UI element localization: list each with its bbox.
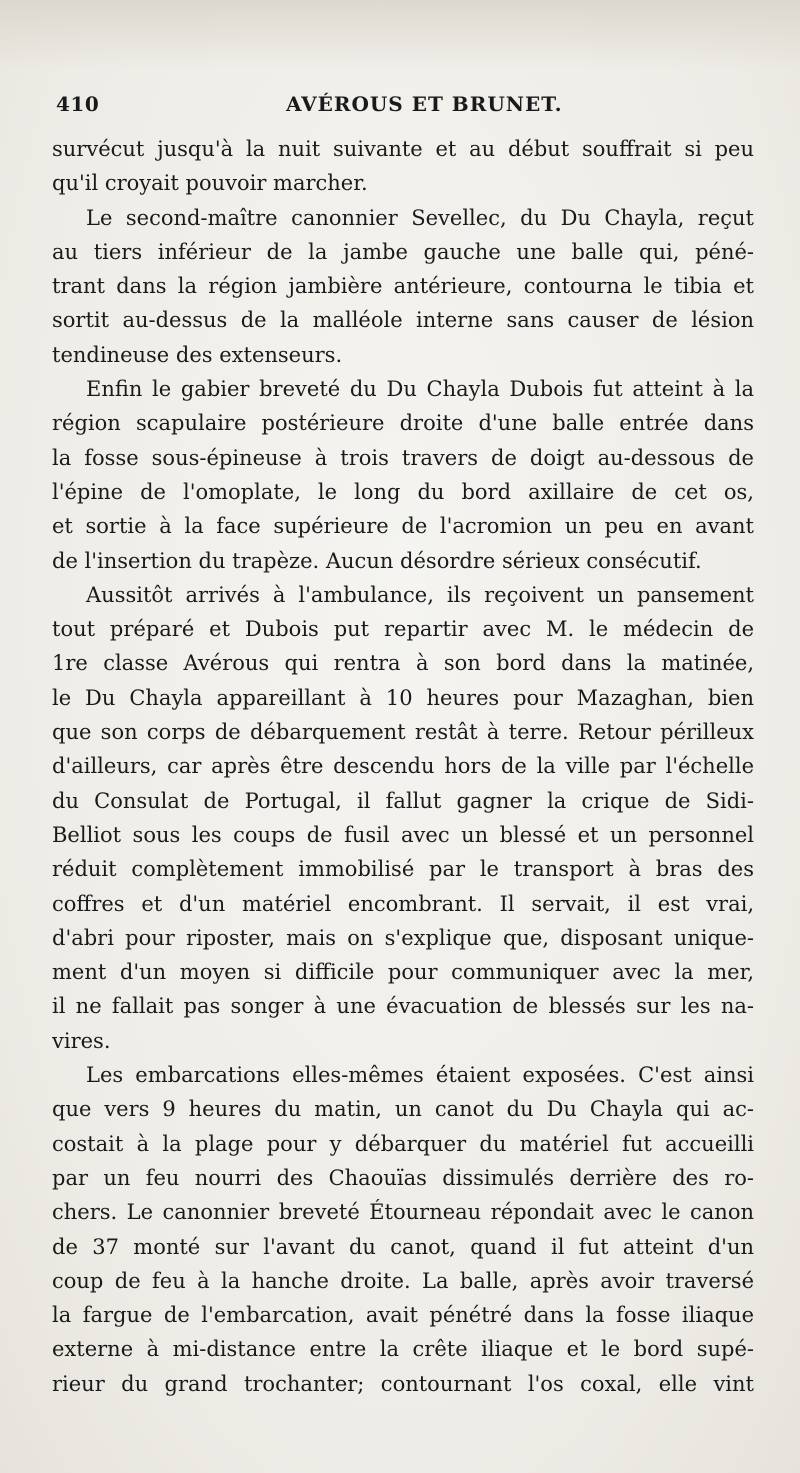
text-line: tendineuse des extenseurs. [52, 342, 343, 367]
text-line: que vers 9 heures du matin, un canot du Du Chayla qui ac- [52, 1097, 754, 1122]
text-line: de l'insertion du trapèze. Aucun désordre sérieux consécutif. [52, 548, 702, 573]
text-line: région scapulaire postérieure droite d'une balle entrée dans [52, 411, 754, 436]
page-top-shadow [0, 0, 800, 70]
page-header [56, 88, 746, 128]
text-line: la fosse sous-épineuse à trois travers de doigt au-dessous de [52, 445, 754, 470]
text-line: Aussitôt arrivés à l'ambulance, ils reçoivent un pansement [86, 582, 754, 607]
text-line: chers. Le canonnier breveté Étourneau répondait avec le canon [52, 1200, 754, 1225]
text-line: il ne fallait pas songer à une évacuation de blessés sur les na- [52, 994, 754, 1019]
text-line: qu'il croyait pouvoir marcher. [52, 171, 368, 196]
text-line: que son corps de débarquement restât à terre. Retour périlleux [52, 720, 754, 745]
text-line: réduit complètement immobilisé par le transport à bras des [52, 857, 754, 882]
text-line: de 37 monté sur l'avant du canot, quand il fut atteint d'un [52, 1234, 754, 1259]
text-line: 1re classe Avérous qui rentra à son bord dans la matinée, [52, 651, 754, 676]
text-line: vires. [52, 1028, 111, 1053]
text-line: rieur du grand trochanter; contournant l'os coxal, elle vint [52, 1371, 754, 1396]
text-line: et sortie à la face supérieure de l'acromion un peu en avant [52, 514, 754, 539]
text-line: Le second-maître canonnier Sevellec, du Du Chayla, reçut [86, 205, 754, 230]
text-line: au tiers inférieur de la jambe gauche une balle qui, péné- [52, 239, 754, 264]
text-line: externe à mi-distance entre la crête iliaque et le bord supé- [52, 1337, 754, 1362]
text-line: costait à la plage pour y débarquer du matériel fut accueilli [52, 1131, 754, 1156]
text-line: la fargue de l'embarcation, avait pénétré dans la fosse iliaque [52, 1303, 754, 1328]
text-line: Enfin le gabier breveté du Du Chayla Dubois fut atteint à la [86, 377, 754, 402]
text-line: l'épine de l'omoplate, le long du bord axillaire de cet os, [52, 479, 754, 504]
text-line: tout préparé et Dubois put repartir avec M. le médecin de [52, 617, 754, 642]
running-head: AVÉROUS ET BRUNET. [286, 92, 563, 116]
body-text [52, 132, 754, 1401]
text-line: Les embarcations elles-mêmes étaient exposées. C'est ainsi [86, 1063, 754, 1088]
text-line: ment d'un moyen si difficile pour communiquer avec la mer, [52, 960, 754, 985]
text-line: par un feu nourri des Chaouïas dissimulés derrière des ro- [52, 1165, 754, 1190]
text-line: coffres et d'un matériel encombrant. Il servait, il est vrai, [52, 891, 754, 916]
text-line: du Consulat de Portugal, il fallut gagner la crique de Sidi- [52, 788, 754, 813]
text-line: survécut jusqu'à la nuit suivante et au début souffrait si peu [52, 137, 754, 161]
page-number: 410 [56, 92, 100, 116]
text-line: sortit au-dessus de la malléole interne sans causer de lésion [52, 308, 754, 333]
text-line: d'abri pour riposter, mais on s'explique que, disposant unique- [52, 925, 754, 950]
text-line: le Du Chayla appareillant à 10 heures pour Mazaghan, bien [52, 685, 754, 710]
text-line: trant dans la région jambière antérieure, contourna le tibia et [52, 274, 754, 299]
text-line: Belliot sous les coups de fusil avec un blessé et un personnel [52, 822, 754, 847]
text-line: d'ailleurs, car après être descendu hors de la ville par l'échelle [52, 754, 754, 779]
text-line: coup de feu à la hanche droite. La balle, après avoir traversé [52, 1268, 754, 1293]
